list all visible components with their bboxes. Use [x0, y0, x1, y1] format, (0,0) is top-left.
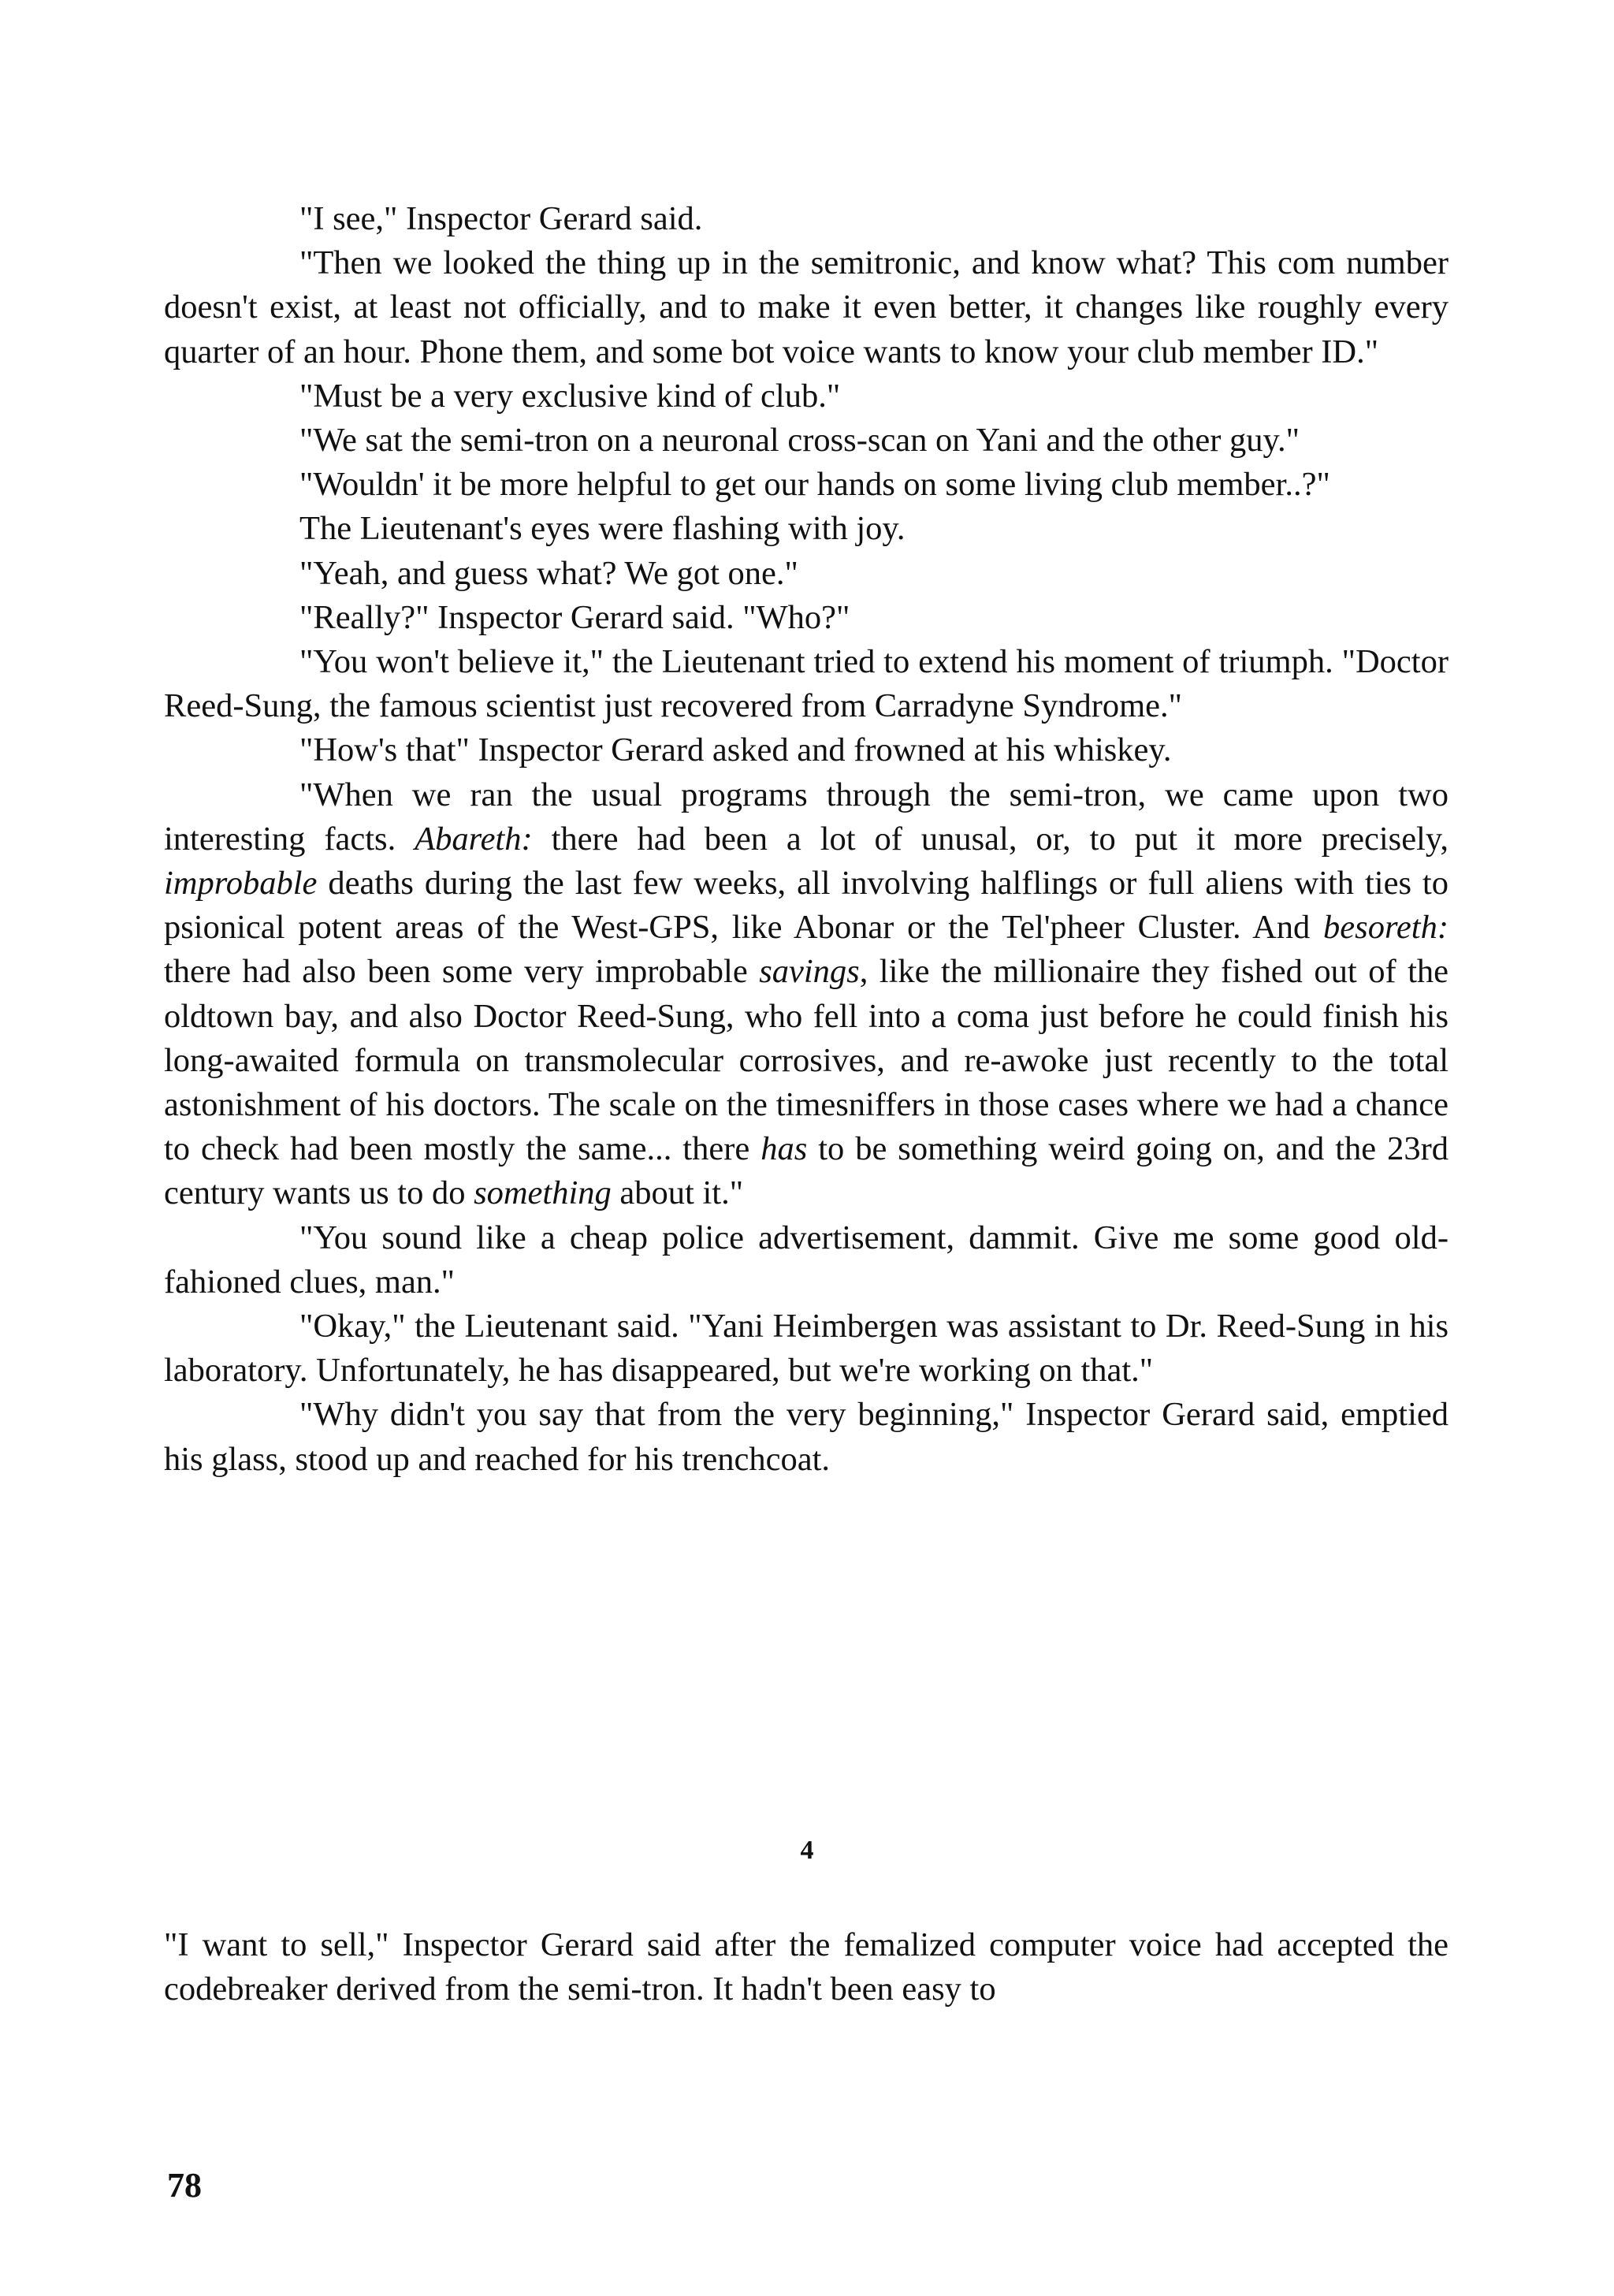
- body-text: [164, 197, 1449, 1482]
- chapter-body-text: [164, 1923, 1449, 2011]
- text-run: about it.": [611, 1174, 744, 1212]
- paragraph: "Yeah, and guess what? We got one.": [299, 554, 798, 592]
- page-number: 78: [167, 2166, 202, 2205]
- paragraph: The Lieutenant's eyes were flashing with joy.: [299, 510, 906, 548]
- paragraph: "Okay," the Lieutenant said. "Yani Heimbergen was assistant to Dr. Reed-Sung in his laboratory. Unfortunately, he has disappeared, but we're working on that.": [164, 1308, 1449, 1390]
- text-run: , like the millionaire they fished out of the oldtown bay, and also Doctor Reed-Sung, who fell into a coma just before he could finish his long-awaited formula on transmolecular corrosives, and re-awoke just recently to the total astonishment of his doctors. The scale on the timesniffers in those cases where we had a chance to check had been mostly the same... there: [164, 953, 1449, 1168]
- text-run: deaths during the last few weeks, all involving halflings or full aliens with ties to psionical potent areas of the West-GPS, like Abonar or the Tel'pheer Cluster. And: [164, 865, 1449, 947]
- text-run: there had been a lot of unusal, or, to put it more precisely,: [532, 820, 1449, 858]
- text-run: to be something weird going on, and the 23rd century wants us to do: [164, 1130, 1449, 1212]
- text-run: "When we ran the usual programs through the semi-tron, we came upon two interesting facts.: [164, 776, 1449, 858]
- italic-run: has: [761, 1130, 808, 1168]
- paragraph: [164, 773, 1449, 1216]
- paragraph: "We sat the semi-tron on a neuronal cross-scan on Yani and the other guy.": [299, 422, 1300, 460]
- italic-run: improbable: [164, 865, 318, 902]
- paragraph: "Must be a very exclusive kind of club.": [299, 377, 841, 415]
- italic-run: Abareth:: [415, 820, 533, 858]
- paragraph: "You won't believe it," the Lieutenant tried to extend his moment of triumph. "Doctor Reed-Sung, the famous scientist just recovered from Carradyne Syndrome.": [164, 643, 1449, 725]
- paragraph: "Why didn't you say that from the very beginning," Inspector Gerard said, emptied his glass, stood up and reached for his trenchcoat.: [164, 1396, 1449, 1478]
- paragraph: "Really?" Inspector Gerard said. "Who?": [299, 598, 850, 636]
- chapter-number: 4: [800, 1836, 814, 1865]
- italic-run: besoreth:: [1323, 909, 1449, 947]
- paragraph: "Then we looked the thing up in the semitronic, and know what? This com number doesn't exist, at least not officially, and to make it even better, it changes like roughly every quarter of an hour. Phone them, and some bot voice wants to know your club member ID.": [164, 244, 1449, 370]
- italic-run: something: [474, 1174, 612, 1212]
- paragraph: "Wouldn' it be more helpful to get our hands on some living club member..?": [299, 466, 1330, 504]
- paragraph: "You sound like a cheap police advertisement, dammit. Give me some good old-fahioned clues, man.": [164, 1219, 1449, 1301]
- paragraph: "How's that" Inspector Gerard asked and frowned at his whiskey.: [299, 731, 1172, 769]
- paragraph: "I want to sell," Inspector Gerard said after the femalized computer voice had accepted the codebreaker derived from the semi-tron. It hadn't been easy to: [164, 1926, 1449, 2008]
- italic-run: savings: [759, 953, 860, 991]
- paragraph: "I see," Inspector Gerard said.: [299, 200, 703, 237]
- text-run: there had also been some very improbable: [164, 953, 760, 991]
